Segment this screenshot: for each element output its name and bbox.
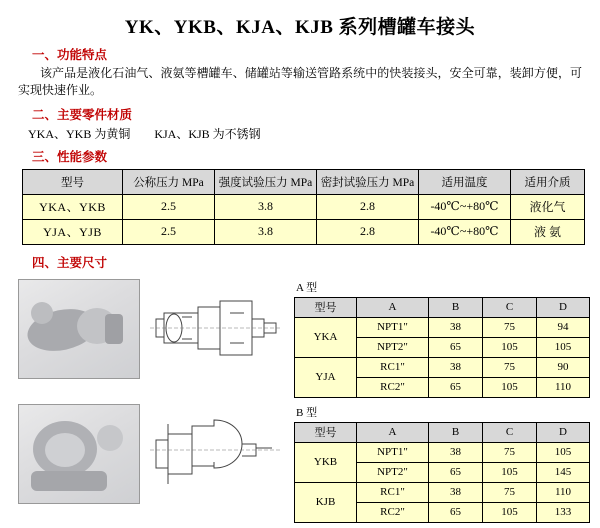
cell-c: 75	[483, 482, 537, 502]
cell-c: 105	[483, 337, 537, 357]
cell-seal-test-pressure: 2.8	[317, 194, 419, 219]
cell-model-group: YJA	[295, 357, 357, 397]
col-d: D	[537, 422, 590, 442]
col-medium: 适用介质	[511, 169, 585, 194]
col-c: C	[483, 422, 537, 442]
cell-model-group: YKA	[295, 317, 357, 357]
product-photo-b	[18, 404, 140, 504]
table-row	[23, 194, 585, 219]
features-text: 该产品是液化石油气、液氨等槽罐车、储罐站等输送管路系统中的快装接头，安全可靠，装卸方便，可实现快速作业。	[18, 66, 582, 98]
cell-a: NPT2"	[357, 337, 429, 357]
col-seal-test-pressure: 密封试验压力 MPa	[317, 169, 419, 194]
dimension-table-a-wrap	[294, 279, 590, 398]
cell-a: NPT1"	[357, 442, 429, 462]
cell-c: 105	[483, 502, 537, 522]
cell-a: RC2"	[357, 377, 429, 397]
dimension-table-b-wrap	[294, 404, 590, 523]
product-photo-a	[18, 279, 140, 379]
cell-b: 65	[429, 462, 483, 482]
cell-temperature: -40℃~+80℃	[419, 194, 511, 219]
cell-c: 75	[483, 357, 537, 377]
cell-d: 105	[537, 337, 590, 357]
cell-b: 38	[429, 357, 483, 377]
performance-table	[22, 169, 585, 245]
col-b: B	[429, 297, 483, 317]
col-model: 型号	[295, 422, 357, 442]
cell-d: 110	[537, 482, 590, 502]
col-temperature: 适用温度	[419, 169, 511, 194]
table-header-row	[295, 422, 590, 442]
col-model: 型号	[295, 297, 357, 317]
cell-c: 75	[483, 317, 537, 337]
col-strength-test-pressure: 强度试验压力 MPa	[215, 169, 317, 194]
col-d: D	[537, 297, 590, 317]
drawing-svg-b	[146, 404, 286, 502]
cell-c: 75	[483, 442, 537, 462]
cell-seal-test-pressure: 2.8	[317, 219, 419, 244]
dimensions-section	[18, 279, 582, 523]
table-row	[295, 357, 590, 377]
col-a: A	[357, 422, 429, 442]
section-heading-material: 二、主要零件材质	[32, 107, 133, 122]
cell-b: 38	[429, 482, 483, 502]
cell-c: 105	[483, 377, 537, 397]
table-header-row	[23, 169, 585, 194]
cell-model-group: YKB	[295, 442, 357, 482]
cell-d: 94	[537, 317, 590, 337]
cell-b: 38	[429, 442, 483, 462]
drawing-svg-a	[146, 279, 286, 377]
cell-c: 105	[483, 462, 537, 482]
table-row	[295, 442, 590, 462]
cell-a: RC1"	[357, 357, 429, 377]
cell-model: YKA、YKB	[23, 194, 123, 219]
col-c: C	[483, 297, 537, 317]
cell-b: 65	[429, 377, 483, 397]
cell-a: NPT1"	[357, 317, 429, 337]
dimension-table-b	[294, 422, 590, 523]
technical-drawing-b	[146, 404, 286, 502]
cell-nominal-pressure: 2.5	[123, 219, 215, 244]
cell-d: 90	[537, 357, 590, 377]
cell-nominal-pressure: 2.5	[123, 194, 215, 219]
section-heading-dimensions: 四、主要尺寸	[32, 255, 108, 270]
page-title: YK、YKB、KJA、KJB 系列槽罐车接头	[124, 17, 476, 38]
cell-a: RC2"	[357, 502, 429, 522]
cell-medium: 液化气	[511, 194, 585, 219]
table-row	[295, 317, 590, 337]
dimension-block-b	[18, 404, 582, 523]
material-line: YKA、YKB 为黄铜 KJA、KJB 为不锈钢	[28, 126, 261, 141]
dimension-table-b-label: B 型	[296, 406, 318, 419]
cell-a: NPT2"	[357, 462, 429, 482]
col-model: 型号	[23, 169, 123, 194]
col-a: A	[357, 297, 429, 317]
cell-a: RC1"	[357, 482, 429, 502]
technical-drawing-a	[146, 279, 286, 377]
cell-b: 65	[429, 337, 483, 357]
cell-d: 133	[537, 502, 590, 522]
section-heading-performance: 三、性能参数	[32, 149, 108, 164]
table-header-row	[295, 297, 590, 317]
col-nominal-pressure: 公称压力 MPa	[123, 169, 215, 194]
cell-b: 38	[429, 317, 483, 337]
cell-d: 105	[537, 442, 590, 462]
dimension-table-a	[294, 297, 590, 398]
cell-d: 145	[537, 462, 590, 482]
dimension-table-a-label: A 型	[296, 281, 318, 294]
document-page	[0, 12, 600, 528]
cell-model-group: KJB	[295, 482, 357, 522]
cell-model: YJA、YJB	[23, 219, 123, 244]
cell-b: 65	[429, 502, 483, 522]
cell-strength-test-pressure: 3.8	[215, 194, 317, 219]
section-heading-features: 一、功能特点	[32, 48, 108, 62]
table-row	[23, 219, 585, 244]
cell-strength-test-pressure: 3.8	[215, 219, 317, 244]
dimension-block-a	[18, 279, 582, 398]
table-row	[295, 482, 590, 502]
col-b: B	[429, 422, 483, 442]
cell-temperature: -40℃~+80℃	[419, 219, 511, 244]
cell-medium: 液 氨	[511, 219, 585, 244]
cell-d: 110	[537, 377, 590, 397]
